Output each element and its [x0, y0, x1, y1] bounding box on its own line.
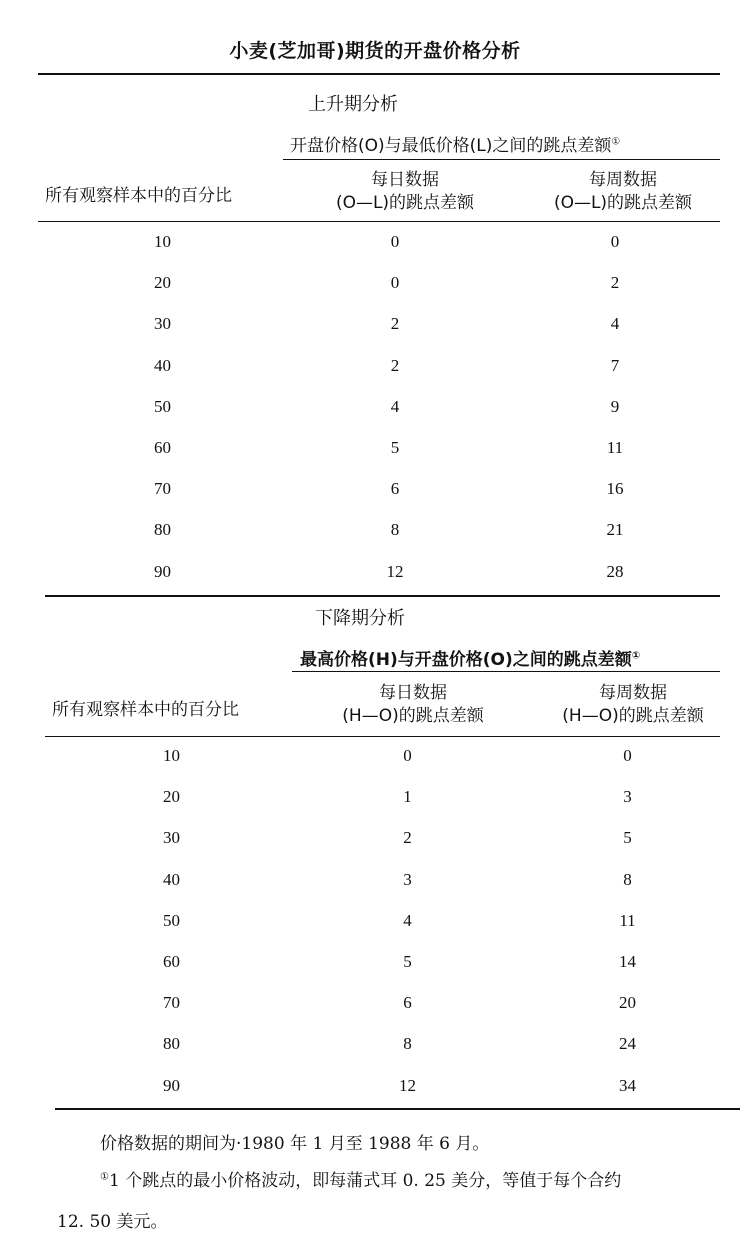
- weekly-value-cell: 8: [623, 869, 632, 889]
- daily-value-cell: 12: [386, 561, 404, 581]
- table-row: [0, 273, 700, 314]
- weekly-value-cell: 16: [606, 479, 624, 499]
- table-row: [0, 520, 700, 561]
- table-row: [0, 952, 700, 993]
- weekly-value-cell: 0: [623, 746, 632, 765]
- section-title: 下降期分析: [315, 608, 405, 629]
- footnote-marker: ①: [631, 650, 641, 662]
- daily-value-cell: 0: [390, 273, 400, 293]
- section-subheading: [300, 645, 640, 670]
- daily-value-cell: 4: [390, 396, 400, 416]
- table-row: [0, 1076, 700, 1117]
- daily-value-cell: 2: [403, 828, 412, 848]
- percentile-cell: 50: [154, 396, 171, 416]
- table-row: [0, 1034, 700, 1075]
- subheading-rule: [283, 159, 720, 160]
- daily-value-cell: 5: [403, 952, 412, 971]
- percentile-cell: 90: [163, 1075, 180, 1095]
- weekly-value-cell: 0: [610, 232, 620, 251]
- weekly-value-cell: 11: [606, 438, 624, 457]
- percentile-cell: 90: [154, 561, 171, 581]
- table-row: [0, 356, 700, 397]
- bottom-rule: [55, 1108, 740, 1110]
- footnote-marker: ①: [100, 1171, 109, 1183]
- daily-value-cell: 1: [403, 787, 412, 807]
- row-label-header: 所有观察样本中的百分比: [45, 186, 232, 206]
- daily-header-line2: (O—L)的跳点差额: [335, 193, 475, 213]
- weekly-value-cell: 5: [623, 828, 632, 848]
- row-label-header: 所有观察样本中的百分比: [52, 700, 239, 720]
- weekly-value-cell: 2: [610, 273, 620, 293]
- daily-value-cell: 0: [403, 746, 412, 765]
- percentile-cell: 20: [154, 273, 171, 293]
- weekly-value-cell: 9: [610, 396, 620, 416]
- daily-value-cell: 2: [390, 355, 400, 375]
- table-row: [0, 993, 700, 1034]
- weekly-value-cell: 11: [619, 910, 636, 930]
- percentile-cell: 50: [163, 910, 180, 930]
- tick-note-text: 1 个跳点的最小价格波动，即每蒲式耳 0. 25 美分，等值于每个合约: [108, 1171, 622, 1191]
- percentile-cell: 60: [154, 438, 171, 457]
- weekly-header-line2: (O—L)的跳点差额: [553, 193, 693, 213]
- subheading-rule: [292, 671, 720, 672]
- weekly-value-cell: 7: [610, 355, 620, 375]
- document-title: 小麦(芝加哥)期货的开盘价格分析: [229, 40, 521, 62]
- daily-value-cell: 5: [390, 438, 400, 457]
- weekly-value-cell: 24: [619, 1034, 636, 1054]
- table-row: [0, 911, 700, 952]
- daily-header-line2: (H—O)的跳点差额: [342, 706, 484, 726]
- table-row: [0, 828, 700, 869]
- weekly-header-line1: 每周数据: [599, 683, 667, 703]
- top-rule: [38, 73, 720, 75]
- table-row: [0, 479, 700, 520]
- percentile-cell: 60: [163, 952, 180, 971]
- period-note: 价格数据的期间为·1980 年 1 月至 1988 年 6 月。: [100, 1134, 490, 1154]
- percentile-cell: 80: [163, 1034, 180, 1054]
- weekly-value-cell: 20: [619, 993, 636, 1013]
- daily-value-cell: 2: [390, 314, 400, 334]
- section-title: 上升期分析: [308, 94, 398, 115]
- header-rule: [38, 221, 720, 222]
- daily-value-cell: 3: [403, 869, 412, 889]
- daily-header-line1: 每日数据: [371, 170, 439, 190]
- daily-value-cell: 0: [390, 232, 400, 251]
- section-divider-rule: [45, 595, 720, 597]
- table-row: [0, 746, 700, 787]
- tick-note-line2: 12. 50 美元。: [57, 1212, 168, 1232]
- percentile-cell: 30: [163, 828, 180, 848]
- percentile-cell: 40: [163, 869, 180, 889]
- weekly-value-cell: 14: [619, 952, 636, 971]
- daily-value-cell: 6: [403, 993, 412, 1013]
- percentile-cell: 10: [163, 746, 180, 765]
- daily-value-cell: 8: [403, 1034, 412, 1054]
- percentile-cell: 80: [154, 520, 171, 540]
- percentile-cell: 40: [154, 355, 171, 375]
- daily-column-header: [310, 169, 500, 215]
- weekly-value-cell: 34: [619, 1075, 636, 1095]
- daily-value-cell: 8: [390, 520, 400, 540]
- weekly-value-cell: 3: [623, 787, 632, 807]
- weekly-value-cell: 21: [606, 520, 624, 540]
- subheading-text: 最高价格(H)与开盘价格(O)之间的跳点差额: [300, 650, 632, 670]
- section-subheading: [290, 131, 620, 156]
- daily-value-cell: 4: [403, 910, 412, 930]
- weekly-value-cell: 28: [606, 561, 624, 581]
- percentile-cell: 70: [154, 479, 171, 499]
- percentile-cell: 20: [163, 787, 180, 807]
- daily-value-cell: 12: [399, 1075, 416, 1095]
- percentile-cell: 30: [154, 314, 171, 334]
- table-row: [0, 870, 700, 911]
- percentile-cell: 70: [163, 993, 180, 1013]
- weekly-value-cell: 4: [610, 314, 620, 334]
- table-row: [0, 787, 700, 828]
- percentile-cell: 10: [154, 232, 171, 251]
- daily-column-header: [318, 682, 508, 728]
- header-rule: [45, 736, 720, 737]
- table-row: [0, 438, 700, 479]
- weekly-header-line1: 每周数据: [589, 170, 657, 190]
- subheading-text: 开盘价格(O)与最低价格(L)之间的跳点差额: [290, 136, 612, 156]
- daily-value-cell: 6: [390, 479, 400, 499]
- table-row: [0, 232, 700, 273]
- weekly-column-header: [538, 682, 728, 728]
- tick-note-line1: [100, 1166, 621, 1191]
- weekly-header-line2: (H—O)的跳点差额: [562, 706, 704, 726]
- weekly-column-header: [528, 169, 718, 215]
- daily-header-line1: 每日数据: [379, 683, 447, 703]
- table-row: [0, 314, 700, 355]
- footnote-marker: ①: [611, 136, 621, 148]
- table-row: [0, 397, 700, 438]
